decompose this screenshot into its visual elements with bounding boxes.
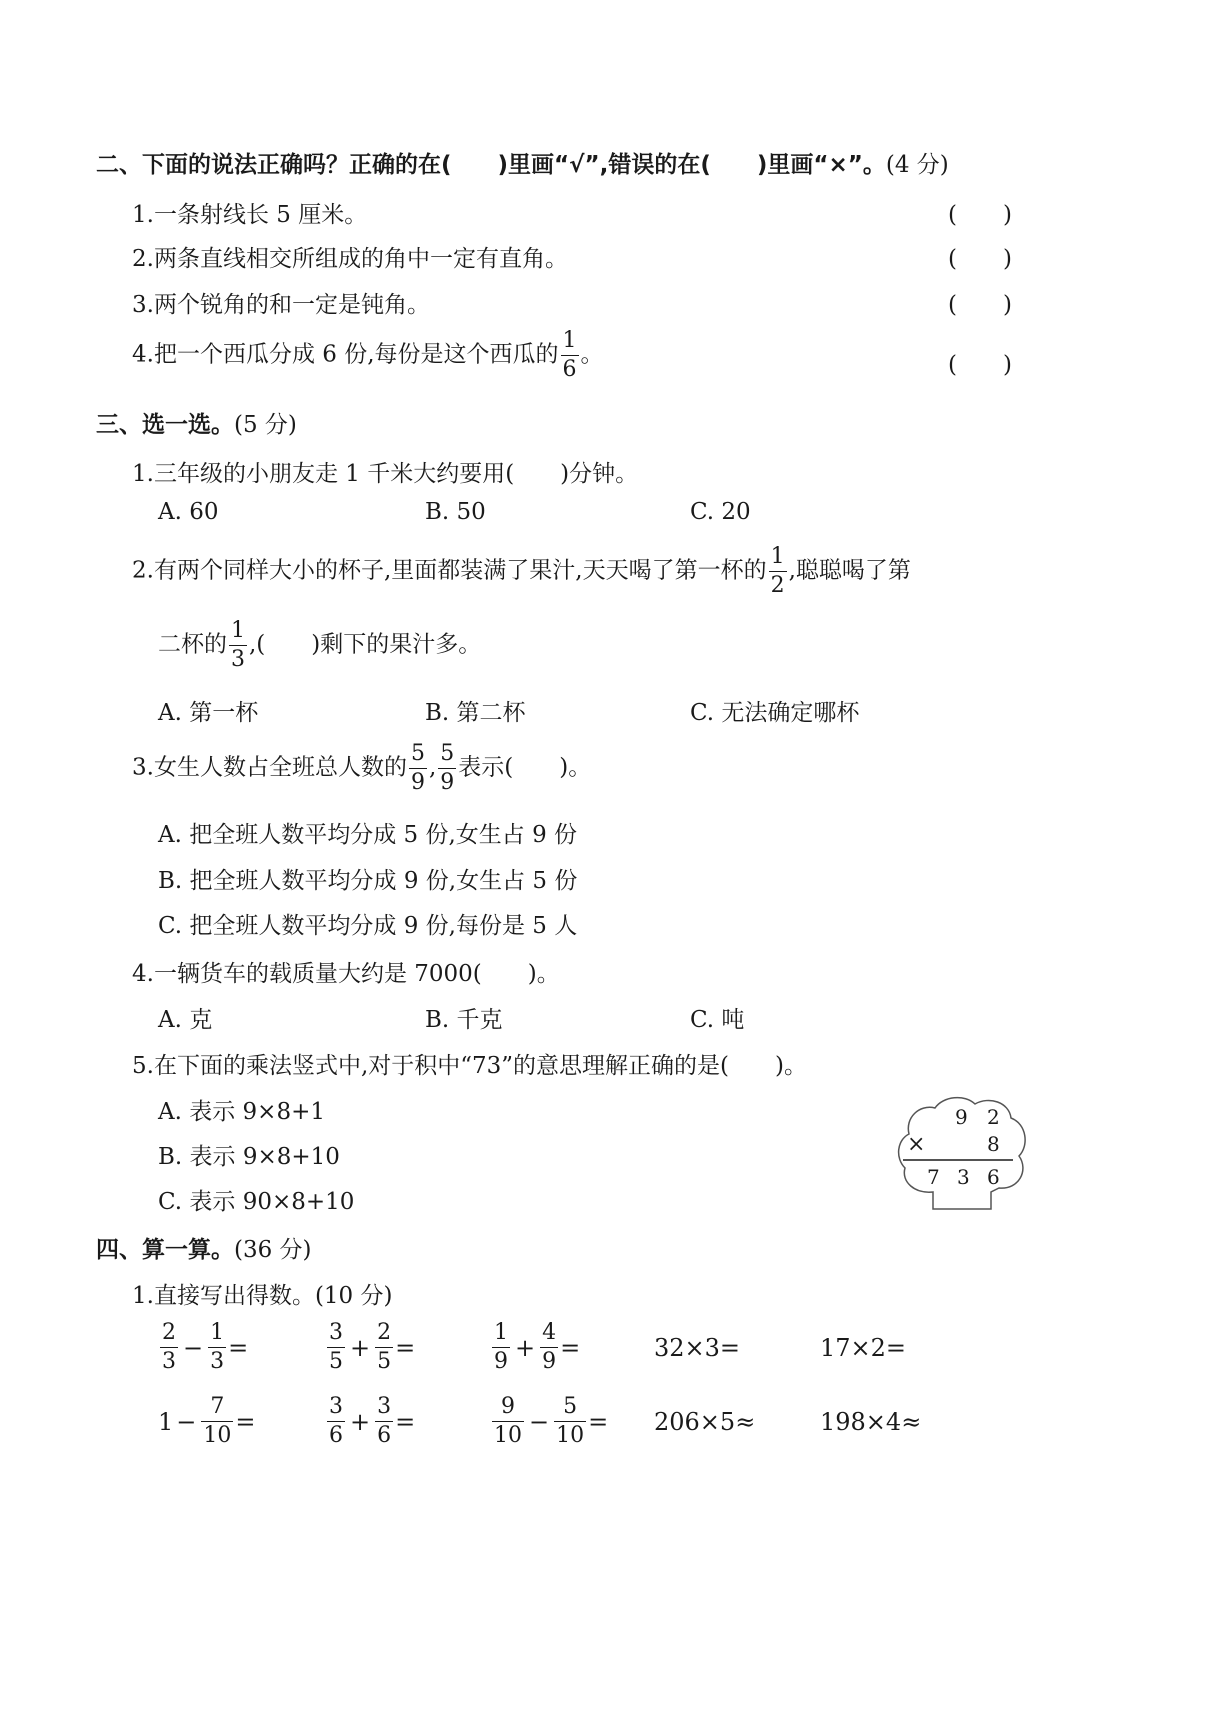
operator: − — [529, 1407, 550, 1436]
fraction-denominator: 6 — [562, 357, 577, 382]
sec3-q5-option-c[interactable]: C. 表示 90×8+10 — [158, 1189, 355, 1215]
sec3-q3-text: 3.女生人数占全班总人数的 — [132, 754, 407, 781]
figure-times-sign: × — [907, 1132, 926, 1157]
sec2-item-4-answer[interactable]: ( ) — [948, 352, 1012, 378]
sec3-q4-option-b[interactable]: B. 千克 — [425, 1007, 503, 1033]
section-4-heading — [96, 1231, 312, 1264]
calc-item: 32×3= — [654, 1334, 741, 1362]
sec3-q4-option-a[interactable]: A. 克 — [158, 1007, 213, 1033]
fraction-numerator: 7 — [201, 1396, 233, 1422]
sec3-q2-text: 2.有两个同样大小的杯子,里面都装满了果汁,天天喝了第一杯的 — [132, 557, 767, 584]
fraction-denominator: 10 — [494, 1423, 522, 1448]
section-2-heading — [96, 146, 949, 179]
sec2-item-2-answer[interactable]: ( ) — [948, 246, 1012, 272]
fraction-numerator: 1 — [769, 546, 787, 572]
sec2-item-1-answer[interactable]: ( ) — [948, 202, 1012, 228]
fraction-numerator: 1 — [229, 620, 247, 646]
sec3-q2-option-b[interactable]: B. 第二杯 — [425, 700, 526, 726]
sec2-item-4 — [132, 330, 604, 381]
fraction-numerator: 3 — [327, 1322, 345, 1348]
fraction — [438, 743, 456, 794]
operator: + — [350, 1407, 371, 1436]
whole-number: 1 — [158, 1407, 174, 1436]
fraction-denominator: 2 — [770, 573, 785, 598]
operator: − — [183, 1333, 204, 1362]
operator: − — [176, 1407, 197, 1436]
fraction-numerator: 1 — [492, 1322, 510, 1348]
fraction — [375, 1322, 393, 1373]
fraction-numerator: 5 — [554, 1396, 586, 1422]
fraction-denominator: 9 — [494, 1349, 508, 1374]
fraction — [409, 743, 427, 794]
figure-row2-digit: 8 — [987, 1132, 1000, 1156]
fraction-numerator: 3 — [327, 1396, 345, 1422]
sec2-item-3-answer[interactable]: ( ) — [948, 292, 1012, 318]
fraction-numerator: 5 — [438, 743, 456, 769]
sec2-item-4-end: 。 — [580, 341, 604, 368]
equals-sign: = — [588, 1407, 609, 1436]
sec3-q4: 4.一辆货车的载质量大约是 7000( )。 — [132, 961, 560, 987]
fraction-numerator: 9 — [492, 1396, 524, 1422]
calc-item: 198×4≈ — [820, 1408, 922, 1436]
fraction-denominator: 3 — [231, 647, 245, 672]
fraction — [554, 1396, 586, 1447]
fraction-numerator: 4 — [540, 1322, 558, 1348]
operator: + — [515, 1333, 536, 1362]
sec2-item-2: 2.两条直线相交所组成的角中一定有直角。 — [132, 246, 568, 272]
fraction — [160, 1322, 178, 1373]
figure-result-digit: 3 — [957, 1165, 970, 1189]
fraction-numerator: 1 — [208, 1322, 226, 1348]
sec3-q2-option-a[interactable]: A. 第一杯 — [158, 700, 259, 726]
sec3-q2-option-c[interactable]: C. 无法确定哪杯 — [690, 700, 860, 726]
sec3-q3-text-end: 表示( )。 — [458, 754, 592, 781]
sec3-q2-line1 — [132, 546, 911, 597]
sec4-sub1: 1.直接写出得数。(10 分) — [132, 1283, 393, 1309]
fraction — [561, 330, 579, 381]
calc-item — [325, 1396, 415, 1447]
section-3-score: (5 分) — [234, 412, 297, 438]
sec2-item-1: 1.一条射线长 5 厘米。 — [132, 202, 368, 228]
sec3-q5-option-b[interactable]: B. 表示 9×8+10 — [158, 1144, 340, 1170]
section-2-title: 二、下面的说法正确吗？正确的在( )里画“√”,错误的在( )里画“×”。 — [96, 152, 886, 178]
sec3-q4-option-c[interactable]: C. 吨 — [690, 1007, 745, 1033]
equals-sign: = — [395, 1333, 416, 1362]
calc-item: 206×5≈ — [654, 1408, 756, 1436]
sec3-q1-option-c[interactable]: C. 20 — [690, 499, 751, 525]
calc-item — [490, 1396, 608, 1447]
calc-item — [158, 1322, 248, 1373]
equals-sign: = — [235, 1407, 256, 1436]
fraction-denominator: 6 — [329, 1423, 343, 1448]
fraction — [492, 1396, 524, 1447]
sec3-q5-option-a[interactable]: A. 表示 9×8+1 — [158, 1099, 325, 1125]
equals-sign: = — [560, 1333, 581, 1362]
equals-sign: = — [395, 1407, 416, 1436]
fraction — [540, 1322, 558, 1373]
calc-item — [490, 1322, 580, 1373]
sec3-q1-option-b[interactable]: B. 50 — [425, 499, 486, 525]
comma: , — [428, 754, 437, 781]
figure-row1-digit: 2 — [987, 1105, 1000, 1129]
sec3-q3-option-a[interactable]: A. 把全班人数平均分成 5 份,女生占 9 份 — [158, 822, 578, 848]
fraction-denominator: 6 — [377, 1423, 392, 1448]
fraction-numerator: 1 — [561, 330, 579, 356]
sec3-q3-option-b[interactable]: B. 把全班人数平均分成 9 份,女生占 5 份 — [158, 868, 578, 894]
sec2-item-4-text: 4.把一个西瓜分成 6 份,每份是这个西瓜的 — [132, 341, 559, 368]
sec3-q3-option-c[interactable]: C. 把全班人数平均分成 9 份,每份是 5 人 — [158, 913, 578, 939]
operator: + — [350, 1333, 371, 1362]
figure-result-digit: 6 — [987, 1165, 1000, 1189]
sec3-q2-text-line2: 二杯的 — [158, 631, 227, 658]
section-3-title: 三、选一选。 — [96, 412, 234, 438]
fraction-denominator: 5 — [329, 1349, 343, 1374]
fraction-denominator: 9 — [410, 770, 425, 795]
fraction — [208, 1322, 226, 1373]
fraction-numerator: 2 — [160, 1322, 178, 1348]
fraction-denominator: 3 — [162, 1349, 176, 1374]
section-2-score: (4 分) — [885, 152, 949, 178]
vertical-multiplication-figure — [895, 1094, 1030, 1212]
calc-item — [325, 1322, 415, 1373]
fraction-denominator: 9 — [542, 1349, 557, 1374]
fraction — [327, 1396, 345, 1447]
section-4-title: 四、算一算。 — [96, 1237, 234, 1263]
fraction-denominator: 10 — [556, 1423, 585, 1448]
fraction — [769, 546, 787, 597]
sec3-q2-text-line2-end: ,( )剩下的果汁多。 — [249, 631, 482, 658]
fraction — [327, 1322, 345, 1373]
fraction — [492, 1322, 510, 1373]
fraction — [201, 1396, 233, 1447]
calc-item — [158, 1396, 256, 1447]
figure-result-digit: 7 — [927, 1165, 940, 1189]
calc-item: 17×2= — [820, 1334, 907, 1362]
sec2-item-3: 3.两个锐角的和一定是钝角。 — [132, 292, 430, 318]
fraction-numerator: 3 — [375, 1396, 393, 1422]
fraction-denominator: 5 — [377, 1349, 392, 1374]
fraction — [375, 1396, 393, 1447]
fraction — [229, 620, 247, 671]
section-3-heading — [96, 406, 297, 439]
fraction-denominator: 3 — [210, 1349, 225, 1374]
fraction-denominator: 9 — [440, 770, 455, 795]
sec3-q1: 1.三年级的小朋友走 1 千米大约要用( )分钟。 — [132, 461, 639, 487]
sec3-q2-line2 — [158, 620, 481, 671]
section-4-score: (36 分) — [234, 1237, 312, 1263]
figure-row1-digit: 9 — [955, 1105, 968, 1129]
sec3-q5: 5.在下面的乘法竖式中,对于积中“73”的意思理解正确的是( )。 — [132, 1053, 807, 1079]
sec3-q3 — [132, 743, 591, 794]
sec3-q1-option-a[interactable]: A. 60 — [158, 499, 219, 525]
fraction-numerator: 5 — [409, 743, 427, 769]
fraction-numerator: 2 — [375, 1322, 393, 1348]
fraction-denominator: 10 — [203, 1423, 232, 1448]
equals-sign: = — [228, 1333, 249, 1362]
sec3-q2-text-cont: ,聪聪喝了第 — [788, 557, 911, 584]
